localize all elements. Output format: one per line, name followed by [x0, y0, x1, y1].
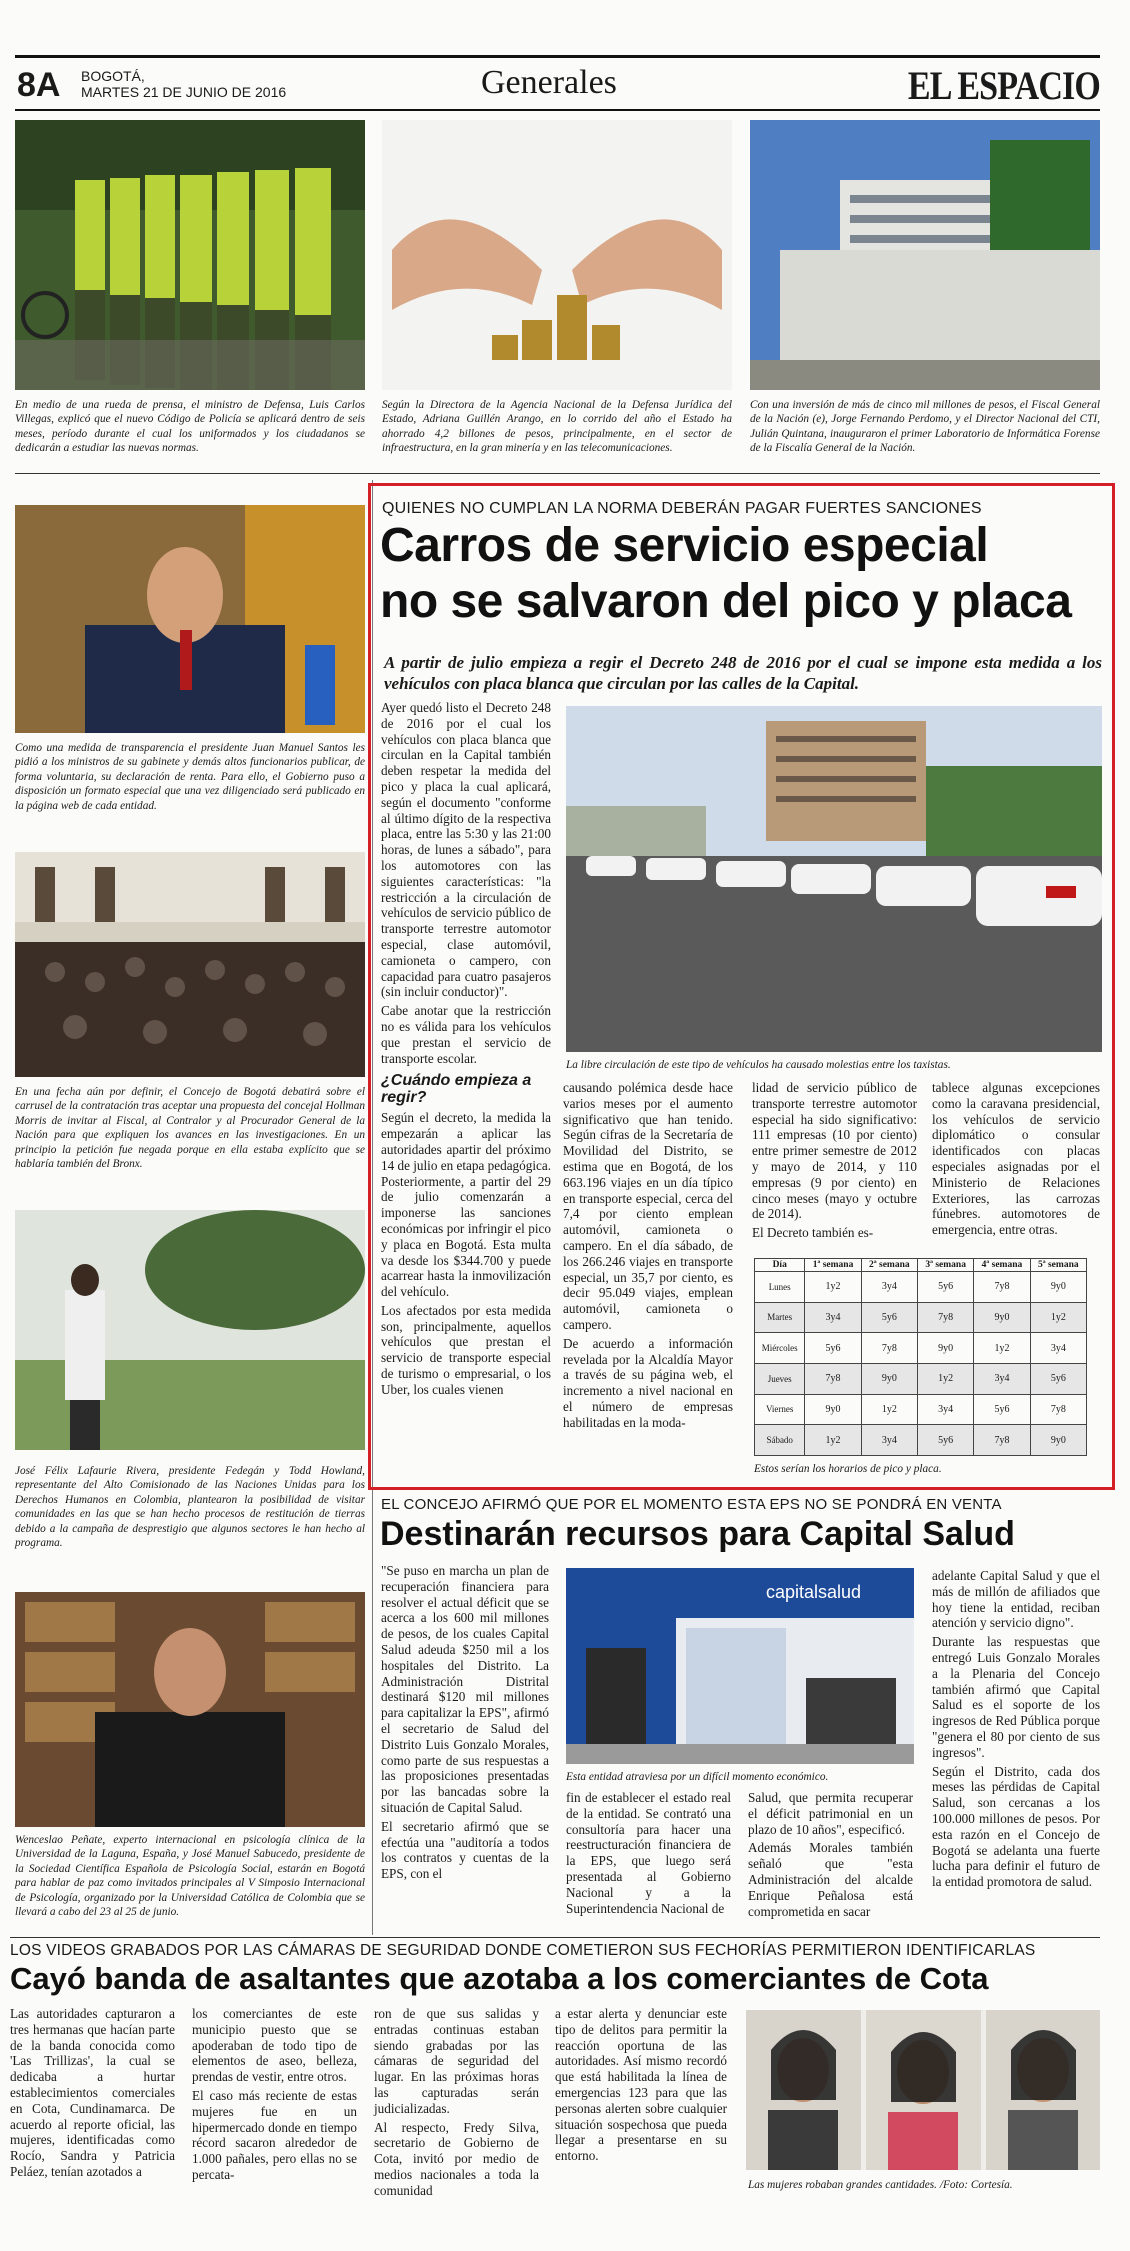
table-cell: 3y4 [861, 1425, 917, 1456]
salud-headline: Destinarán recursos para Capital Salud [380, 1515, 1015, 1553]
story-paragraph: tablece algunas excepciones como la caravana presidencial, los vehículos de servicio diplomático o consular identificados con placas especiales asignadas por el Ministerio de Relaciones Exteriores, las carrozas fúnebres. automotores de emergencia, entre otras. [932, 1080, 1100, 1238]
photo-wenceslao-penate [15, 1592, 365, 1827]
story-paragraph: De acuerdo a información revelada por la Alcaldía Mayor a través de su página web, el incremento a nivel nacional en el número de empresas habilitadas en la moda- [563, 1335, 733, 1430]
story-subhead: ¿Cuándo empieza a regir? [381, 1072, 532, 1107]
table-cell: 7y8 [805, 1363, 861, 1394]
caption-suspects: Las mujeres robaban grandes cantidades. /Foto: Cortesía. [748, 2179, 1013, 2191]
photo-suspects [746, 2010, 1100, 2170]
story-paragraph: lidad de servicio público de transporte terrestre automotor especial ha sido significativo: 111 empresas (10 por ciento) entre primer semestre de 2012 y mayo de 2014, y 110 empresas (9 por ciento) en cinco meses (mayo y octubre de 2014). [752, 1080, 917, 1222]
table-cell: 3y4 [861, 1272, 917, 1303]
table-row [755, 1333, 1087, 1364]
divider [15, 473, 1100, 474]
photo-parked-white-cars [566, 706, 1102, 1052]
table-header: 5ª semana [1030, 1259, 1086, 1272]
table-cell: 3y4 [974, 1363, 1030, 1394]
story-paragraph: El secretario afirmó que se efectúa una "auditoría a todos los contratos y cuentas de la EPS, con el [381, 1818, 549, 1882]
table-header: Día [755, 1259, 805, 1272]
story-paragraph: causando polémica desde hace varios meses por el aumento significativo que han tenido. Según cifras de la Secretaría de Movilidad del Distrito, se estima que en Bogotá, de los 663.196 viajes en un día típico en transporte especial, cerca del 7,4 por ciento emplean automóvil, camioneta o campero. En el día sábado, de los 266.246 viajes en transporte especial, un 35,7 por ciento, es decir 95.049 viajes, emplean automóvil, camioneta o campero. [563, 1080, 733, 1332]
table-cell: Jueves [755, 1363, 805, 1394]
story-paragraph: Los afectados por esta medida son, principalmente, aquellos vehículos que prestan el servicio de transporte especial de turismo o empresarial, o los Uber, los cuales vienen [381, 1302, 551, 1397]
caption-defensa-juridica: Según la Directora de la Agencia Nacional de la Defensa Jurídica del Estado, Adriana Guillén Arango, en lo corrido del año el Estado ha ahorrado 4,2 billones de pesos, principalmente, en el sector de infraestructura, en la gran minería y en las telecomunicaciones. [382, 399, 732, 455]
table-cell: Sábado [755, 1425, 805, 1456]
table-row [755, 1302, 1087, 1333]
caption-penate: Wenceslao Peñate, experto internacional en psicología clínica de la Universidad de la Laguna, España, y José Manuel Sabucedo, presidente de la Sociedad Científica Española de Psicología Social, estarán en Bogotá para hablar de paz como invitados principales al V Simposio Internacional de Psicología, organizado por la Universidad Católica de Colombia que se llevará a cabo del 23 al 25 de junio. [15, 1834, 365, 1919]
salud-column-4 [932, 1568, 1100, 1893]
table-cell: 5y6 [861, 1302, 917, 1333]
story-paragraph: Al respecto, Fredy Silva, secretario de Gobierno de Cota, invitó por medio de medios nacionales a toda la comunidad [374, 2119, 539, 2198]
story-paragraph: a estar alerta y denunciar este tipo de delitos para permitir la reacción oportuna de las autoridades. Así mismo recordó que está habilitada la línea de emergencias 123 para que las personas alerten sobre cualquier situación sospechosa que pueda llegar a presentarse en su entorno. [555, 2006, 727, 2164]
pico-placa-table [754, 1258, 1087, 1456]
table-row [755, 1272, 1087, 1303]
photo-hands-coins [382, 120, 732, 390]
story-paragraph: El Decreto también es- [752, 1225, 874, 1241]
story-paragraph: Durante las respuestas que entregó Luis Gonzalo Morales a la Plenaria del Concejo también afirmó que Capital Salud es el soporte de los ingresos de Red Pública porque "genera el 80 por ciento de sus ingresos". [932, 1634, 1100, 1760]
story-paragraph: Salud, que permita recuperar el déficit patrimonial en un plazo de 10 años", especificó. [748, 1790, 913, 1837]
table-row [755, 1363, 1087, 1394]
table-cell: 9y0 [861, 1363, 917, 1394]
story-paragraph: Además Morales también señaló que "esta Administración del alcalde Enrique Peñalosa está comprometida en sacar [748, 1840, 913, 1919]
dateline-city: BOGOTÁ, [81, 68, 145, 84]
capital-salud-sign: capitalsalud [766, 1582, 862, 1602]
story-paragraph: "Se puso en marcha un plan de recuperación financiera para resolver el actual déficit que se acerca a los 600 mil millones de pesos, de los cuales Capital Salud adeuda $250 mil a los hospitales del Distrito. La Administración Distrital destinará $120 mil millones para capitalizar la EPS", afirmó el secretario de Salud del Distrito Luis Gonzalo Morales, como parte de sus respuestas a las proposiciones presentadas por las bancadas sobre la situación de Capital Salud. [381, 1563, 549, 1815]
story-paragraph: Según el Distrito, cada dos meses las pérdidas de Capital Salud, son cercanas a los 100.000 millones de pesos. Por esta razón en el Concejo de Bogotá se adelanta una fuerte lucha para definir el futuro de la entidad promotora de salud. [932, 1763, 1100, 1890]
table-cell: 9y0 [918, 1333, 974, 1364]
table-header: 1ª semana [805, 1259, 861, 1272]
cota-column-2 [192, 2006, 357, 2186]
table-header: 4ª semana [974, 1259, 1030, 1272]
table-cell: 5y6 [918, 1425, 974, 1456]
table-cell: 7y8 [861, 1333, 917, 1364]
newspaper-logo: EL ESPACIO [907, 63, 1100, 108]
table-cell: 9y0 [974, 1302, 1030, 1333]
caption-schedule-table: Estos serían los horarios de pico y placa. [754, 1463, 942, 1475]
table-cell: 9y0 [1030, 1272, 1086, 1303]
story-paragraph: El caso más reciente de estas mujeres fue en un hipermercado donde en tiempo récord sacaron alrededor de 1.000 pañales, pero ellas no se percata- [192, 2087, 357, 2182]
story-column-1 [381, 700, 551, 1401]
section-title: Generales [481, 64, 617, 101]
story-column-5 [932, 1080, 1100, 1241]
table-header: 3ª semana [918, 1259, 974, 1272]
caption-capital-salud: Esta entidad atraviesa por un difícil momento económico. [566, 1771, 829, 1783]
dateline [81, 68, 286, 100]
story-headline-line2: no se salvaron del pico y placa [380, 575, 1072, 628]
salud-column-1 [381, 1563, 549, 1885]
caption-parked-cars: La libre circulación de este tipo de vehículos ha causado molestias entre los taxistas. [566, 1059, 951, 1071]
photo-fiscalia-building [750, 120, 1100, 390]
caption-santos: Como una medida de transparencia el presidente Juan Manuel Santos les pidió a los ministros de su gabinete y demás altos funcionarios publicar, de forma voluntaria, su declaración de renta. Para ello, el Gobierno puso a disposición un formato especial que una vez diligenciado será publicado en la página web de cada entidad. [15, 742, 365, 812]
table-cell: 3y4 [1030, 1333, 1086, 1364]
table-cell: 3y4 [918, 1394, 974, 1425]
table-cell: 3y4 [805, 1302, 861, 1333]
page-number: 8A [17, 66, 61, 104]
story-paragraph: Las autoridades capturaron a tres hermanas que hacían parte de la banda conocida como 'Las Trillizas', la cual se dedicaba a hurtar establecimientos comerciales en Cota, Cundinamarca. De acuerdo al reporte oficial, las mujeres, identificadas como Rocío, Sandra y Patricia Peláez, tenían azotados a [10, 2006, 175, 2179]
table-cell: 9y0 [1030, 1425, 1086, 1456]
table-header-row [755, 1259, 1087, 1272]
table-cell: 5y6 [974, 1394, 1030, 1425]
salud-kicker: EL CONCEJO AFIRMÓ QUE POR EL MOMENTO ESTA EPS NO SE PONDRÁ EN VENTA [381, 1496, 1002, 1513]
cota-kicker: LOS VIDEOS GRABADOS POR LAS CÁMARAS DE SEGURIDAD DONDE COMETIERON SUS FECHORÍAS PERMITIERON IDENTIFICARLAS [10, 1942, 1036, 1959]
page-header [15, 55, 1100, 111]
story-paragraph: Según el decreto, la medida la empezarán a aplicar las autoridades apartir del próximo 14 de julio en etapa pedagógica. Posteriormente, a partir del 29 de julio comenzarán a imponerse las sanciones económicas por infringir el pico y placa en Bogotá. Esta multa va desde los $344.700 y puede acarrear hasta la inmovilización del vehículo. [381, 1110, 551, 1300]
caption-fiscalia-lab: Con una inversión de más de cinco mil millones de pesos, el Fiscal General de la Nación (e), Jorge Fernando Perdomo, y el Director Nacional del CTI, Julián Quintana, inauguraron el primer Laboratorio de Informática Forense de la Fiscalía General de la Nación. [750, 399, 1100, 455]
divider [10, 1937, 1100, 1938]
story-headline-line1: Carros de servicio especial [380, 519, 989, 572]
table-cell: 1y2 [805, 1425, 861, 1456]
dateline-date: MARTES 21 DE JUNIO DE 2016 [81, 84, 287, 100]
table-cell: Viernes [755, 1394, 805, 1425]
table-cell: 7y8 [918, 1302, 974, 1333]
story-paragraph: Cabe anotar que la restricción no es válida para los vehículos que prestan el servicio de transporte escolar. [381, 1003, 551, 1066]
table-cell: 1y2 [805, 1272, 861, 1303]
table-cell: 5y6 [918, 1272, 974, 1303]
table-row [755, 1425, 1087, 1456]
salud-column-3 [748, 1790, 913, 1922]
table-cell: 9y0 [805, 1394, 861, 1425]
table-cell: Lunes [755, 1272, 805, 1303]
photo-capital-salud-office [566, 1568, 914, 1764]
cota-column-3 [374, 2006, 539, 2202]
story-paragraph: adelante Capital Salud y que el más de millón de afiliados que hoy tiene la entidad, reciban atención y servicio digno". [932, 1568, 1100, 1631]
cota-column-1 [10, 2006, 175, 2183]
story-column-4 [752, 1080, 917, 1244]
table-cell: 1y2 [974, 1333, 1030, 1364]
story-kicker: QUIENES NO CUMPLAN LA NORMA DEBERÁN PAGAR FUERTES SANCIONES [382, 500, 982, 517]
table-row [755, 1394, 1087, 1425]
table-cell: Miércoles [755, 1333, 805, 1364]
table-cell: 7y8 [974, 1272, 1030, 1303]
caption-lafaurie: José Félix Lafaurie Rivera, presidente Fedegán y Todd Howland, representante del Alto Comisionado de las Naciones Unidas para los Derechos Humanos en Colombia, plantearon la posibilidad de visitar comunidades en las que se han hecho procesos de restitución de tierras debido a la campaña de desprestigio que algunos sectores le han hecho al programa. [15, 1465, 365, 1550]
story-paragraph: Ayer quedó listo el Decreto 248 de 2016 por el cual los vehículos con placa blanca que circulan en la Capital también deben respetar la medida del pico y placa la cual aplicará, según el documento "conforme al último dígito de la respectiva placa, entre las 5:30 y las 21:00 horas, de lunes a sábado", para los automotores con las siguientes características: "la restricción a la circulación de vehículos de servicio público de transporte terrestre automotor especial, clase automóvil, camioneta o campero, con capacidad para cuatro pasajeros (sin incluir conductor)". [381, 700, 551, 1000]
table-header: 2ª semana [861, 1259, 917, 1272]
table-cell: 5y6 [805, 1333, 861, 1364]
table-cell: 5y6 [1030, 1363, 1086, 1394]
story-paragraph: los comerciantes de este municipio puesto que se apoderaban de todo tipo de elementos de aseo, belleza, prendas de vestir, entre otros. [192, 2006, 357, 2085]
caption-concejo: En una fecha aún por definir, el Concejo de Bogotá debatirá sobre el carrusel de la contratación tras aceptar una propuesta del concejal Hollman Morris de invitar al Fiscal, al Contralor y al Procurador General de la Nación para que expliquen los avances en las investigaciones. En un principio la petición fue negada porque en ella estaba explícito que se hablaría también del Bronx. [15, 1086, 365, 1171]
table-cell: 7y8 [974, 1425, 1030, 1456]
cota-headline: Cayó banda de asaltantes que azotaba a los comerciantes de Cota [10, 1961, 989, 1996]
cota-column-4 [555, 2006, 727, 2167]
photo-police-officers [15, 120, 365, 390]
story-paragraph: ron de que sus salidas y entradas continuas estaban siendo grabadas por las cámaras de seguridad del lugar. En las próximas horas las capturadas serán judicializadas. [374, 2006, 539, 2116]
story-column-3 [563, 1080, 733, 1434]
caption-police-code: En medio de una rueda de prensa, el ministro de Defensa, Luis Carlos Villegas, explicó que el nuevo Código de Policía se aplicará dentro de seis meses, período durante el cual los uniformados y los ciudadanos se dedicarán a estudiar las nuevas normas. [15, 399, 365, 455]
story-paragraph: fin de establecer el estado real de la entidad. Se contrató una consultoría para hacer una reestructuración financiera de la EPS, que luego será presentada al Gobierno Nacional y a la Superintendencia Nacional de [566, 1790, 731, 1916]
story-lede: A partir de julio empieza a regir el Decreto 248 de 2016 por el cual se impone esta medida a los vehículos con placa blanca que circulan por las calles de la Capital. [384, 653, 1102, 693]
table-cell: 7y8 [1030, 1394, 1086, 1425]
photo-concejo-session [15, 852, 365, 1077]
table-cell: 1y2 [861, 1394, 917, 1425]
photo-president-santos [15, 505, 365, 733]
table-cell: 1y2 [918, 1363, 974, 1394]
photo-lafaurie-field [15, 1210, 365, 1450]
table-cell: 1y2 [1030, 1302, 1086, 1333]
table-cell: Martes [755, 1302, 805, 1333]
salud-column-2 [566, 1790, 731, 1919]
